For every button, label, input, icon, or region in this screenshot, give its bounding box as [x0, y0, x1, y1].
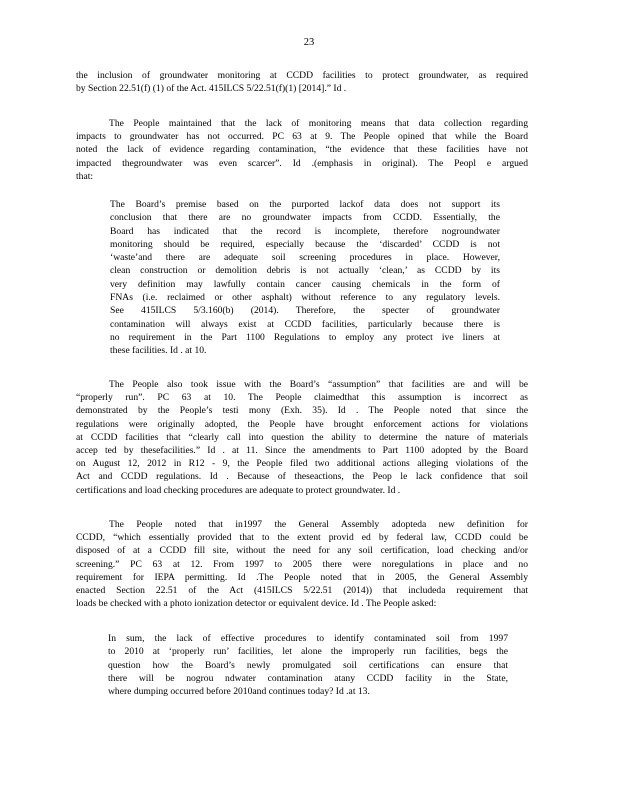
text-line: disposed of at a CCDD fill site, without the need for any soil certification, load checking and/or [76, 545, 528, 557]
quote-line: where dumping occurred before 2010and continues today? Id .at 13. [108, 686, 370, 698]
quote-line: to 2010 at ‘properly run’ facilities, let alone the improperly run facilities, begs the [108, 646, 508, 658]
text-line: demonstrated by the People’s testi mony (Exh. 35). Id . The People noted that since the [76, 405, 528, 417]
text-line: “properly run”. PC 63 at 10. The People claimedthat this assumption is incorrect as [76, 392, 528, 404]
text-line: The People maintained that the lack of monitoring means that data collection regarding [109, 118, 528, 129]
block-quote-in-sum [108, 632, 508, 698]
paragraph-assumption [76, 378, 528, 497]
quote-line: no requirement in the Part 1100 Regulations to employ any protect ive liners at [110, 331, 500, 343]
text-line: CCDD, “which essentially provided that to the extent provid ed by federal law, CCDD could be [76, 532, 528, 544]
text-line: that: [76, 170, 94, 182]
text-line: regulations were originally adopted, the People have brought enforcement actions for violations [76, 418, 528, 430]
text-line: on August 12, 2012 in R12 - 9, the People filed two additional actions alleging violations of the [76, 458, 528, 470]
page-number: 23 [303, 37, 315, 48]
text-line: by Section 22.51(f) (1) of the Act. 415ILCS 5/22.51(f)(1) [2014].” Id . [76, 83, 347, 95]
block-quote-board-premise [110, 198, 500, 358]
paragraph-groundwater-monitoring [76, 69, 528, 95]
text-line: enacted Section 22.51 of the Act (415ILCS 5/22.51 (2014)) that includeda requirement that [76, 585, 528, 597]
text-line: at CCDD facilities that “clearly call into question the ability to determine the nature of materials [76, 431, 528, 443]
text-line: noted the lack of evidence regarding contamination, “the evidence that these facilities have not [76, 144, 528, 156]
paragraph-general-assembly [76, 518, 528, 610]
text-line: screening.” PC 63 at 12. From 1997 to 2005 there were noregulations in place and no [76, 558, 528, 570]
quote-line: ‘waste’and there are adequate soil screening procedures in place. However, [110, 252, 500, 264]
text-line: Act and CCDD regulations. Id . Because of theseactions, the Peop le lack confidence that soil [76, 471, 528, 483]
text-line: impacts to groundwater has not occurred. PC 63 at 9. The People opined that while the Board [76, 131, 528, 143]
quote-line: clean construction or demolition debris is not actually ‘clean,’ as CCDD by its [110, 265, 500, 277]
quote-line: The Board’s premise based on the purported lackof data does not support its [110, 199, 500, 210]
quote-line: contamination will always exist at CCDD facilities, particularly because there is [110, 318, 500, 330]
quote-line: Board has indicated that the record is incomplete, therefore nogroundwater [110, 225, 500, 237]
quote-line: there will be nogrou ndwater contamination atany CCDD facility in the State, [108, 672, 508, 684]
text-line: impacted thegroundwater was even scarcer”. Id .(emphasis in original). The Peopl e argued [76, 157, 528, 169]
quote-line: FNAs (i.e. reclaimed or other asphalt) without reference to any regulatory levels. [110, 292, 500, 304]
text-line: certifications and load checking procedures are adequate to protect groundwater. Id . [76, 484, 401, 496]
paragraph-people-maintained [76, 117, 528, 183]
text-line: the inclusion of groundwater monitoring at CCDD facilities to protect groundwater, as required [76, 70, 528, 81]
text-line: The People also took issue with the Board’s “assumption” that facilities are and will be [109, 379, 528, 390]
text-line: loads be checked with a photo ionization detector or equivalent device. Id . The People asked: [76, 598, 437, 610]
quote-line: these facilities. Id . at 10. [110, 345, 207, 357]
text-line: requirement for IEPA permitting. Id .The People noted that in 2005, the General Assembly [76, 571, 528, 583]
text-line: The People noted that in1997 the General Assembly adopteda new definition for [109, 519, 528, 530]
quote-line: monitoring should be required, especially because the ‘discarded’ CCDD is not [110, 238, 500, 250]
quote-line: conclusion that there are no groundwater impacts from CCDD. Essentially, the [110, 212, 500, 224]
quote-line: very definition may lawfully contain cancer causing chemicals in the form of [110, 278, 500, 290]
quote-line: See 415ILCS 5/3.160(b) (2014). Therefore, the specter of groundwater [110, 305, 500, 317]
quote-line: question how the Board’s newly promulgated soil certifications can ensure that [108, 659, 508, 671]
quote-line: In sum, the lack of effective procedures to identify contaminated soil from 1997 [108, 633, 508, 644]
text-line: accep ted by thesefacilities.” Id . at 11. Since the amendments to Part 1100 adopted by the Board [76, 445, 528, 457]
